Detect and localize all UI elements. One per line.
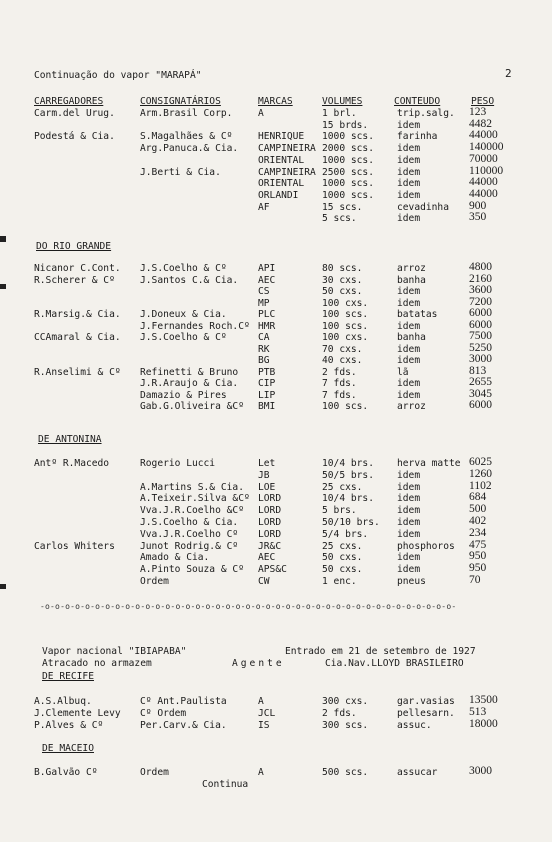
cell-peso: 6000 (469, 307, 492, 319)
cell-peso: 3000 (469, 353, 492, 365)
cell-volume: 2 fds. (322, 366, 357, 378)
col-header-carregadores: CARREGADORES (34, 96, 104, 107)
cell-volume: 5/4 brs. (322, 528, 369, 540)
cell-volume: 7 fds. (322, 378, 357, 389)
cell-peso: 140000 (469, 141, 504, 154)
cell-marca: IS (258, 719, 270, 731)
cell-peso: 4800 (469, 261, 492, 273)
cell-conteudo: idem (397, 564, 421, 576)
cell-marca: CAMPINEIRA (258, 166, 316, 178)
cell-consignatario: A.Martins S.& Cia. (140, 481, 244, 493)
cell-marca: ORIENTAL (258, 154, 305, 166)
cell-volume: 1000 scs. (322, 154, 374, 166)
cell-peso: 234 (469, 526, 487, 539)
cell-marca: CS (258, 286, 270, 297)
cell-consignatario: Arg.Panuca.& Cia. (140, 143, 239, 155)
cell-marca: LIP (258, 389, 276, 401)
cell-peso: 4482 (469, 117, 492, 130)
cell-conteudo: idem (397, 493, 421, 505)
cell-marca: A (258, 108, 264, 119)
cell-marca: LORD (258, 517, 282, 528)
cell-conteudo: idem (397, 378, 421, 389)
cell-consignatario: Arm.Brasil Corp. (140, 108, 233, 119)
cell-volume: 50 cxs. (322, 552, 363, 564)
cell-marca: AF (258, 201, 270, 213)
cell-consignatario: J.Berti & Cia. (140, 166, 221, 178)
cell-volume: 1 brl. (322, 108, 357, 119)
cell-marca: AEC (258, 274, 276, 286)
cell-peso: 950 (469, 562, 487, 575)
section-title-recife: DE RECIFE (42, 671, 94, 682)
cell-carregador: A.S.Albuq. (34, 696, 92, 707)
atracado-line: Atracado no armazem (42, 658, 152, 669)
cell-peso: 813 (469, 364, 487, 377)
cell-peso: 5250 (469, 341, 492, 354)
cell-volume: 50/10 brs. (322, 517, 380, 528)
cell-marca: JB (258, 469, 270, 481)
entrada-line: Entrado em 21 de setembro de 1927 (285, 646, 476, 657)
cell-consignatario: Junot Rodrig.& Cº (140, 540, 239, 552)
cell-peso: 18000 (469, 717, 498, 730)
cell-marca: CAMPINEIRA (258, 143, 316, 155)
cell-conteudo: idem (397, 528, 421, 540)
cell-conteudo: idem (397, 517, 421, 528)
cell-consignatario: Rogerio Lucci (140, 458, 216, 469)
cell-marca: LOE (258, 481, 276, 493)
cell-conteudo: banha (397, 332, 426, 343)
cell-consignatario: Amado & Cia. (140, 552, 210, 564)
punch-mark (0, 584, 6, 589)
cell-volume: 10/4 brs. (322, 458, 374, 469)
cell-consignatario: A.Teixeir.Silva &Cº (140, 493, 250, 505)
col-header-peso: PESO (471, 96, 495, 107)
cell-consignatario: Ordem (140, 767, 169, 778)
cell-marca: HENRIQUE (258, 131, 305, 143)
cell-peso: 6000 (469, 318, 492, 331)
cell-conteudo: assuc. (397, 719, 432, 731)
cell-conteudo: idem (397, 389, 421, 401)
cell-marca: PTB (258, 366, 276, 378)
cell-carregador: P.Alves & Cº (34, 719, 104, 731)
continua-label: Continua (202, 779, 249, 790)
col-header-consignatarios: CONSIGNATÁRIOS (140, 96, 221, 107)
section-title-maceio: DE MACEIO (42, 743, 94, 754)
cell-peso: 2655 (469, 376, 492, 388)
cell-volume: 1000 scs. (322, 178, 374, 190)
cell-conteudo: banha (397, 274, 426, 286)
cell-conteudo: idem (397, 119, 421, 131)
cell-consignatario: J.S.Coelho & Cº (140, 263, 227, 274)
cell-conteudo: trip.salg. (397, 108, 455, 119)
cell-marca: CA (258, 332, 270, 343)
cell-marca: LORD (258, 493, 282, 505)
cell-carregador: Podestá & Cia. (34, 131, 115, 143)
cell-peso: 402 (469, 515, 487, 527)
punch-mark (0, 284, 6, 289)
cell-peso: 44000 (469, 176, 498, 189)
cell-volume: 100 scs. (322, 401, 369, 412)
punch-mark (0, 236, 6, 242)
col-header-marcas: MARCAS (258, 96, 293, 107)
cell-volume: 5 scs. (322, 213, 357, 225)
cell-peso: 7200 (469, 295, 492, 308)
cell-conteudo: pneus (397, 576, 426, 587)
cell-conteudo: batatas (397, 309, 438, 320)
cell-carregador: Carm.del Urug. (34, 108, 115, 119)
cell-volume: 2500 scs. (322, 166, 374, 178)
cell-carregador: Antº R.Macedo (34, 458, 110, 469)
cell-consignatario: Per.Carv.& Cia. (140, 719, 227, 731)
cell-consignatario: J.Santos C.& Cia. (140, 274, 239, 286)
cell-volume: 100 scs. (322, 320, 369, 332)
cell-peso: 44000 (469, 187, 498, 200)
cell-conteudo: idem (397, 343, 421, 355)
cell-consignatario: Cº Ant.Paulista (140, 696, 227, 707)
cell-marca: RK (258, 343, 270, 355)
cell-conteudo: idem (397, 286, 421, 297)
cell-volume: 15 brds. (322, 119, 369, 131)
cell-consignatario: J.Doneux & Cia. (140, 309, 227, 320)
cell-marca: CIP (258, 378, 276, 389)
cell-volume: 2 fds. (322, 707, 357, 719)
cell-consignatario: S.Magalhães & Cº (140, 131, 233, 143)
cell-marca: API (258, 263, 276, 274)
cell-marca: Let (258, 458, 276, 469)
cell-volume: 70 cxs. (322, 343, 363, 355)
cell-peso: 500 (469, 503, 487, 516)
cell-conteudo: idem (397, 355, 421, 366)
cell-marca: A (258, 767, 264, 778)
cell-conteudo: idem (397, 481, 421, 493)
cell-carregador: J.Clemente Levy (34, 707, 121, 719)
cell-conteudo: phosphoros (397, 540, 455, 552)
cell-peso: 3000 (469, 765, 492, 777)
cell-volume: 25 cxs. (322, 481, 363, 493)
cell-marca: JR&C (258, 540, 282, 552)
cell-volume: 5 brs. (322, 505, 357, 517)
cell-peso: 6000 (469, 399, 492, 411)
cell-volume: 50/5 brs. (322, 469, 374, 481)
cell-consignatario: Ordem (140, 576, 169, 587)
cell-marca: AEC (258, 552, 276, 564)
cell-carregador: R.Marsig.& Cia. (34, 309, 121, 320)
cell-consignatario: J.Fernandes Roch.Cº (140, 320, 250, 332)
cell-consignatario: Cº Ordem (140, 707, 187, 719)
cell-volume: 100 scs. (322, 309, 369, 320)
cell-marca: ORIENTAL (258, 178, 305, 190)
cell-conteudo: idem (397, 213, 421, 225)
cell-volume: 1 enc. (322, 576, 357, 587)
cell-peso: 684 (469, 491, 487, 504)
cell-conteudo: idem (397, 154, 421, 166)
cell-conteudo: herva matte (397, 458, 461, 469)
cell-marca: JCL (258, 707, 276, 719)
cell-peso: 350 (469, 211, 487, 224)
cell-marca: APS&C (258, 564, 287, 576)
cell-volume: 25 cxs. (322, 540, 363, 552)
cell-consignatario: Damazio & Pires (140, 389, 227, 401)
cell-marca: BMI (258, 401, 276, 412)
cell-carregador: Carlos Whiters (34, 540, 115, 552)
cell-peso: 70 (469, 574, 481, 586)
cell-consignatario: Vva.J.R.Coelho Cº (140, 528, 239, 540)
cell-consignatario: J.S.Coelho & Cia. (140, 517, 239, 528)
cell-marca: MP (258, 297, 270, 309)
cell-volume: 1000 scs. (322, 131, 374, 143)
cell-peso: 7500 (469, 330, 492, 342)
vapor-line: Vapor nacional "IBIAPABA" (42, 646, 187, 657)
cell-peso: 950 (469, 550, 487, 563)
cell-marca: BG (258, 355, 270, 366)
cell-peso: 13500 (469, 694, 498, 706)
cell-conteudo: farinha (397, 131, 438, 143)
cell-volume: 500 scs. (322, 767, 369, 778)
cell-conteudo: lã (397, 366, 409, 378)
cell-conteudo: idem (397, 320, 421, 332)
section-title-antonina: DE ANTONINA (38, 434, 102, 445)
cell-carregador: CCAmaral & Cia. (34, 332, 121, 343)
cell-conteudo: gar.vasias (397, 696, 455, 707)
cell-consignatario: Gab.G.Oliveira &Cº (140, 401, 244, 412)
cell-volume: 7 fds. (322, 389, 357, 401)
cell-volume: 100 cxs. (322, 297, 369, 309)
cell-peso: 513 (469, 705, 487, 718)
cell-peso: 3600 (469, 284, 492, 296)
cell-carregador: R.Anselimi & Cº (34, 366, 121, 378)
cell-volume: 15 scs. (322, 201, 363, 213)
page-title: Continuação do vapor "MARAPÁ" (34, 70, 202, 81)
cell-conteudo: idem (397, 166, 421, 178)
separator-line: -o-o-o-o-o-o-o-o-o-o-o-o-o-o-o-o-o-o-o-o-o-o-o-o-o-o-o-o-o-o-o-o-o-o-o-o-o-o-o-o-o- (40, 602, 457, 611)
cell-conteudo: idem (397, 143, 421, 155)
col-header-conteudo: CONTEUDO (394, 96, 441, 107)
cell-marca: ORLANDI (258, 189, 299, 201)
cell-carregador: B.Galvão Cº (34, 767, 98, 778)
page-number: 2 (505, 67, 512, 80)
cell-volume: 50 cxs. (322, 564, 363, 576)
cell-marca: LORD (258, 505, 282, 517)
cell-conteudo: idem (397, 469, 421, 481)
cell-volume: 80 scs. (322, 263, 363, 274)
cell-conteudo: idem (397, 297, 421, 309)
cell-consignatario: Vva.J.R.Coelho &Cº (140, 505, 244, 517)
cell-volume: 40 cxs. (322, 355, 363, 366)
cell-conteudo: idem (397, 505, 421, 517)
cell-conteudo: assucar (397, 767, 438, 778)
cell-consignatario: Refinetti & Bruno (140, 366, 239, 378)
cell-marca: LORD (258, 528, 282, 540)
cell-marca: HMR (258, 320, 276, 332)
cell-volume: 30 cxs. (322, 274, 363, 286)
cell-peso: 1102 (469, 479, 492, 492)
cell-conteudo: arroz (397, 401, 426, 412)
cell-peso: 1260 (469, 467, 492, 480)
cell-consignatario: J.S.Coelho & Cº (140, 332, 227, 343)
cell-peso: 900 (469, 199, 487, 212)
cell-marca: CW (258, 576, 270, 587)
cell-conteudo: cevadinha (397, 201, 449, 213)
cell-carregador: R.Scherer & Cº (34, 274, 115, 286)
cell-volume: 2000 scs. (322, 143, 374, 155)
cell-peso: 44000 (469, 129, 498, 142)
col-header-volumes: VOLUMES (322, 96, 363, 107)
cell-volume: 50 cxs. (322, 286, 363, 297)
cell-consignatario: J.R.Araujo & Cia. (140, 378, 239, 389)
cell-conteudo: arroz (397, 263, 426, 274)
section-title-rio-grande: DO RIO GRANDE (36, 241, 112, 252)
cell-peso: 6025 (469, 456, 492, 468)
cell-peso: 3045 (469, 387, 492, 400)
cell-conteudo: idem (397, 552, 421, 564)
cell-volume: 10/4 brs. (322, 493, 374, 505)
cell-marca: PLC (258, 309, 276, 320)
cell-volume: 300 scs. (322, 719, 369, 731)
agente-label: Agente (232, 658, 285, 669)
cell-peso: 123 (469, 106, 487, 118)
cell-conteudo: idem (397, 178, 421, 190)
cell-marca: A (258, 696, 264, 707)
cell-peso: 2160 (469, 272, 492, 285)
agente-nome: Cia.Nav.LLOYD BRASILEIRO (325, 658, 464, 669)
cell-volume: 1000 scs. (322, 189, 374, 201)
cell-conteudo: pellesarn. (397, 707, 455, 719)
cell-consignatario: A.Pinto Souza & Cº (140, 564, 244, 576)
cell-volume: 300 cxs. (322, 696, 369, 707)
cell-carregador: Nicanor C.Cont. (34, 263, 121, 274)
cell-peso: 475 (469, 538, 487, 551)
cell-volume: 100 cxs. (322, 332, 369, 343)
cell-conteudo: idem (397, 189, 421, 201)
cell-peso: 110000 (469, 164, 504, 177)
cell-peso: 70000 (469, 152, 498, 165)
